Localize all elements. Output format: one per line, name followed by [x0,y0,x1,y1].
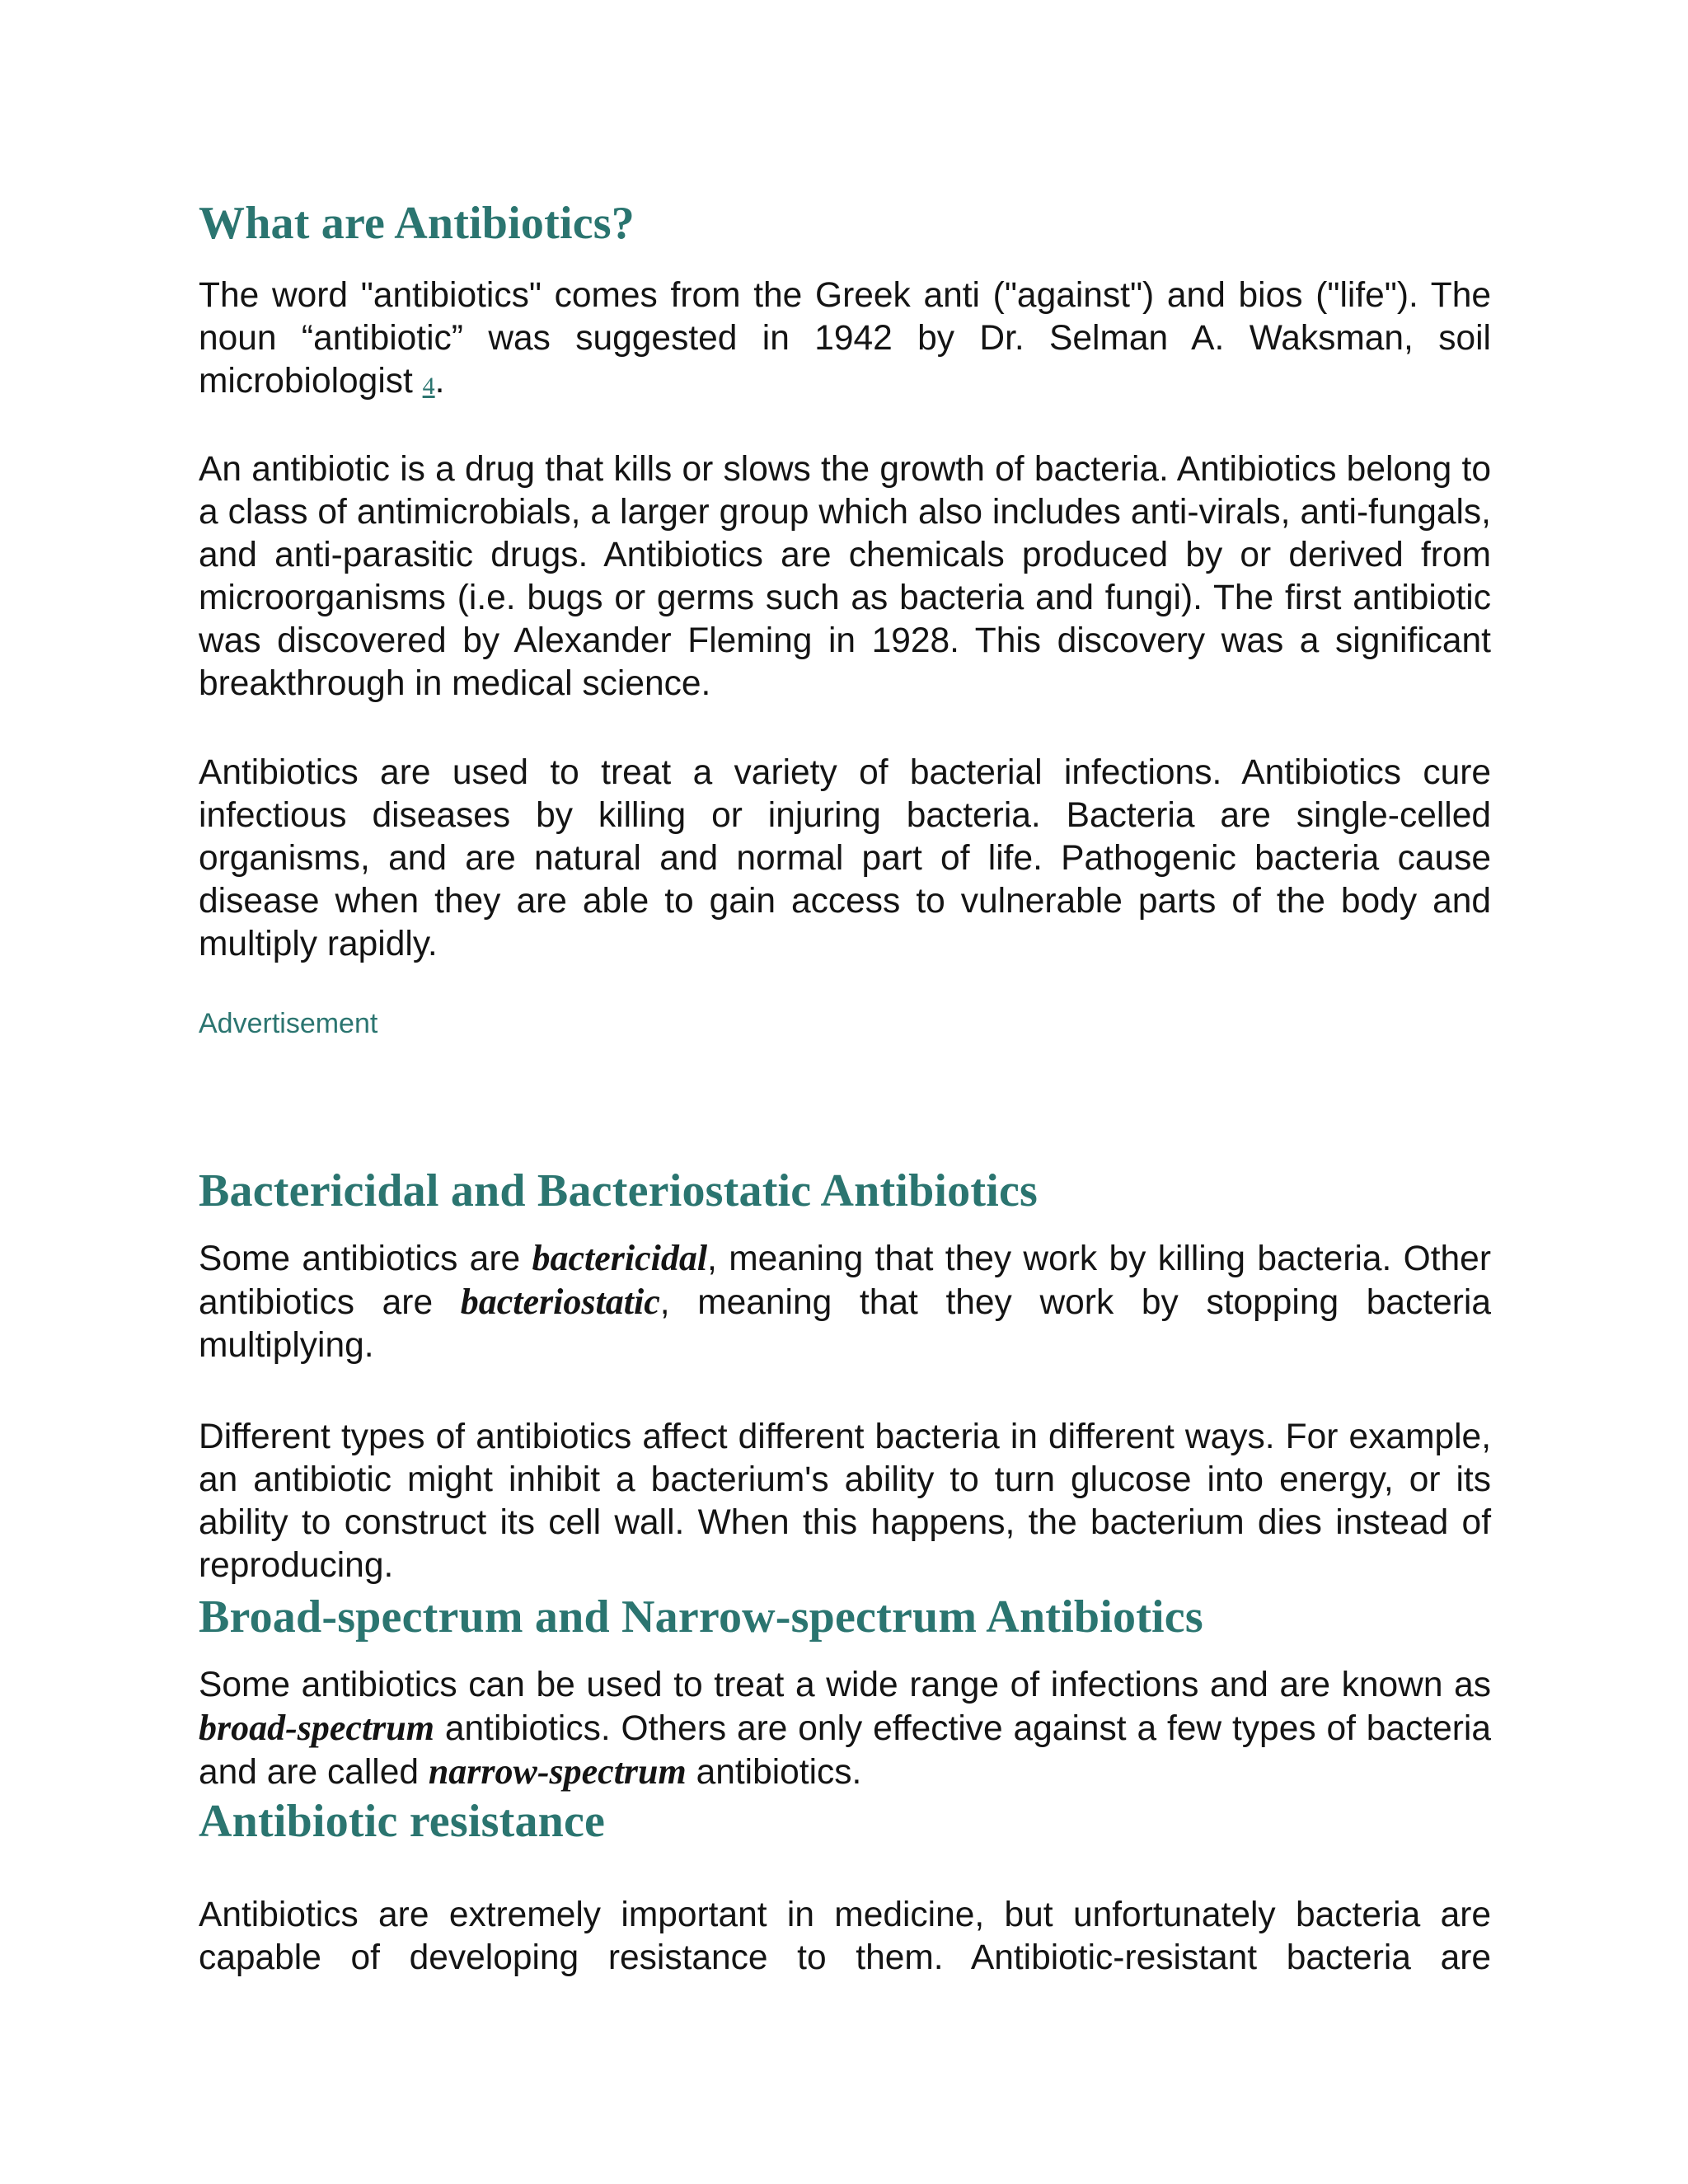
heading-bactericidal-bacteriostatic: Bactericidal and Bacteriostatic Antibiotics [199,1165,1039,1216]
heading-antibiotic-resistance: Antibiotic resistance [199,1796,606,1847]
paragraph-mechanisms: Different types of antibiotics affect different bacteria in different ways. For example, an antibiotic might inhibit a bacterium's ability to turn glucose into energy, or its ability to construct its cell wall. When this happens, the bacterium dies instead of reproducing. [199,1418,1491,1585]
paragraph-resistance: Antibiotics are extremely important in medicine, but unfortunately bacteria are capable of developing resistance to them. Antibiotic-resistant bacteria are [199,1896,1491,1977]
paragraph-bactericidal [199,1237,1491,1367]
term-narrow-spectrum: narrow-spectrum [428,1751,687,1792]
advertisement-label: Advertisement [199,1008,378,1039]
paragraph-bactericidal-c: , meaning that they work by stopping bacteria multiplying. [199,1283,1491,1365]
paragraph-etymology [199,274,1491,408]
term-broad-spectrum: broad-spectrum [199,1708,434,1748]
paragraph-uses: Antibiotics are used to treat a variety of bacterial infections. Antibiotics cure infectious diseases by killing or injuring bacteria. Bacteria are single-celled organisms, and are natural and normal part of life. Pathogenic bacteria cause disease when they are able to gain access to vulnerable parts of the body and multiply rapidly. [199,753,1491,963]
heading-broad-narrow-spectrum: Broad-spectrum and Narrow-spectrum Antibiotics [199,1591,1203,1643]
term-bactericidal: bactericidal [532,1238,708,1278]
paragraph-spectrum [199,1664,1491,1794]
paragraph-definition: An antibiotic is a drug that kills or slows the growth of bacteria. Antibiotics belong to a class of antimicrobials, a larger group which also includes anti-virals, anti-fungals, and anti-parasitic drugs. Antibiotics are chemicals produced by or derived from microorganisms (i.e. bugs or germs such as bacteria and fungi). The first antibiotic was discovered by Alexander Fleming in 1928. This discovery was a significant breakthrough in medical science. [199,450,1491,703]
paragraph-spectrum-a: Some antibiotics can be used to treat a wide range of infections and are known as [199,1666,1491,1704]
paragraph-spectrum-b: antibiotics. Others are only effective against a few types of bacteria and are called [199,1709,1491,1792]
paragraph-bactericidal-b: , meaning that they work by killing bacteria. Other antibiotics are [199,1240,1491,1322]
footnote-link-4[interactable]: 4 [422,373,435,400]
paragraph-spectrum-c: antibiotics. [686,1753,862,1792]
paragraph-bactericidal-a: Some antibiotics are [199,1240,532,1278]
term-bacteriostatic: bacteriostatic [460,1282,660,1322]
heading-what-are-antibiotics: What are Antibiotics? [199,198,635,249]
paragraph-etymology-end: . [434,362,445,401]
paragraph-etymology-text: The word "antibiotics" comes from the Greek anti ("against") and bios ("life"). The noun “antibiotic” was suggested in 1942 by Dr. Selman A. Waksman, soil microbiologist [199,276,1491,401]
